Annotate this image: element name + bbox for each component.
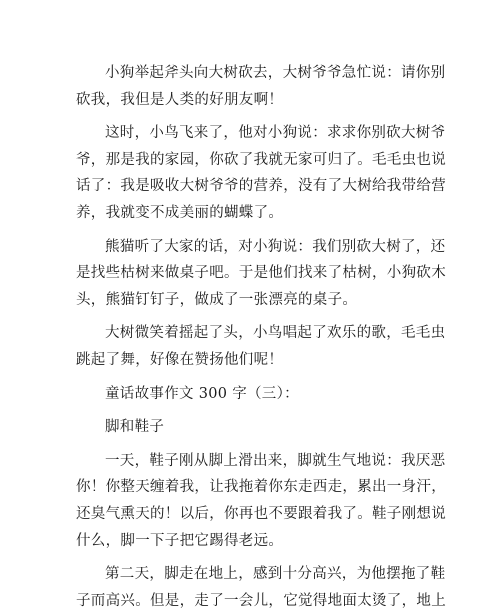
text-line: 子而高兴。但是，走了一会儿，它觉得地面太烫了，地上 [76,592,446,609]
text-line: 砍我，我但是人类的好朋友啊！ [76,91,284,108]
paragraph [76,448,446,554]
section-heading [76,381,416,408]
text-line: 爷，那是我的家园，你砍了我就无家可归了。毛毛虫也说 [76,151,446,168]
text-line: 头，熊猫钉钉子，做成了一张漂亮的桌子。 [76,291,358,308]
story-title-block [76,414,416,441]
text-line: 这时，小鸟飞来了，他对小狗说：求求你别砍大树爷 [105,125,446,142]
text-line: 是找些枯树来做桌子吧。于是他们找来了枯树，小狗砍木 [76,265,446,282]
text-body [76,60,446,614]
text-line: 你！你整天缠着我，让我拖着你东走西走，累出一身汗， [76,479,446,496]
text-line: 跳起了舞，好像在赞扬他们呢！ [76,351,284,368]
text-line: 养，我就变不成美丽的蝴蝶了。 [76,204,284,221]
text-line: 一天，鞋子刚从脚上滑出来，脚就生气地说：我厌恶 [105,452,446,469]
paragraph [76,320,446,373]
text-line: 大树微笑着摇起了头，小鸟唱起了欢乐的歌，毛毛虫 [105,325,446,342]
text-line: 第二天，脚走在地上，感到十分高兴，为他摆拖了鞋 [105,566,446,583]
text-line: 小狗举起斧头向大树砍去，大树爷爷急忙说：请你别 [105,65,446,81]
paragraph [76,120,446,226]
paragraph [76,234,446,314]
text-line: 话了：我是吸收大树爷爷的营养，没有了大树给我带给营 [76,178,446,195]
text-line: 还臭气熏天的！以后，你再也不要跟着我了。鞋子刚想说 [76,505,446,522]
section-title: 童话故事作文 300 字（三）： [105,385,299,402]
text-line: 什么，脚一下子把它踢得老远。 [76,532,284,549]
paragraph [76,561,446,614]
paragraph [76,60,446,113]
text-line: 熊猫听了大家的话，对小狗说：我们别砍大树了，还 [105,238,446,255]
story-title: 脚和鞋子 [105,419,165,436]
